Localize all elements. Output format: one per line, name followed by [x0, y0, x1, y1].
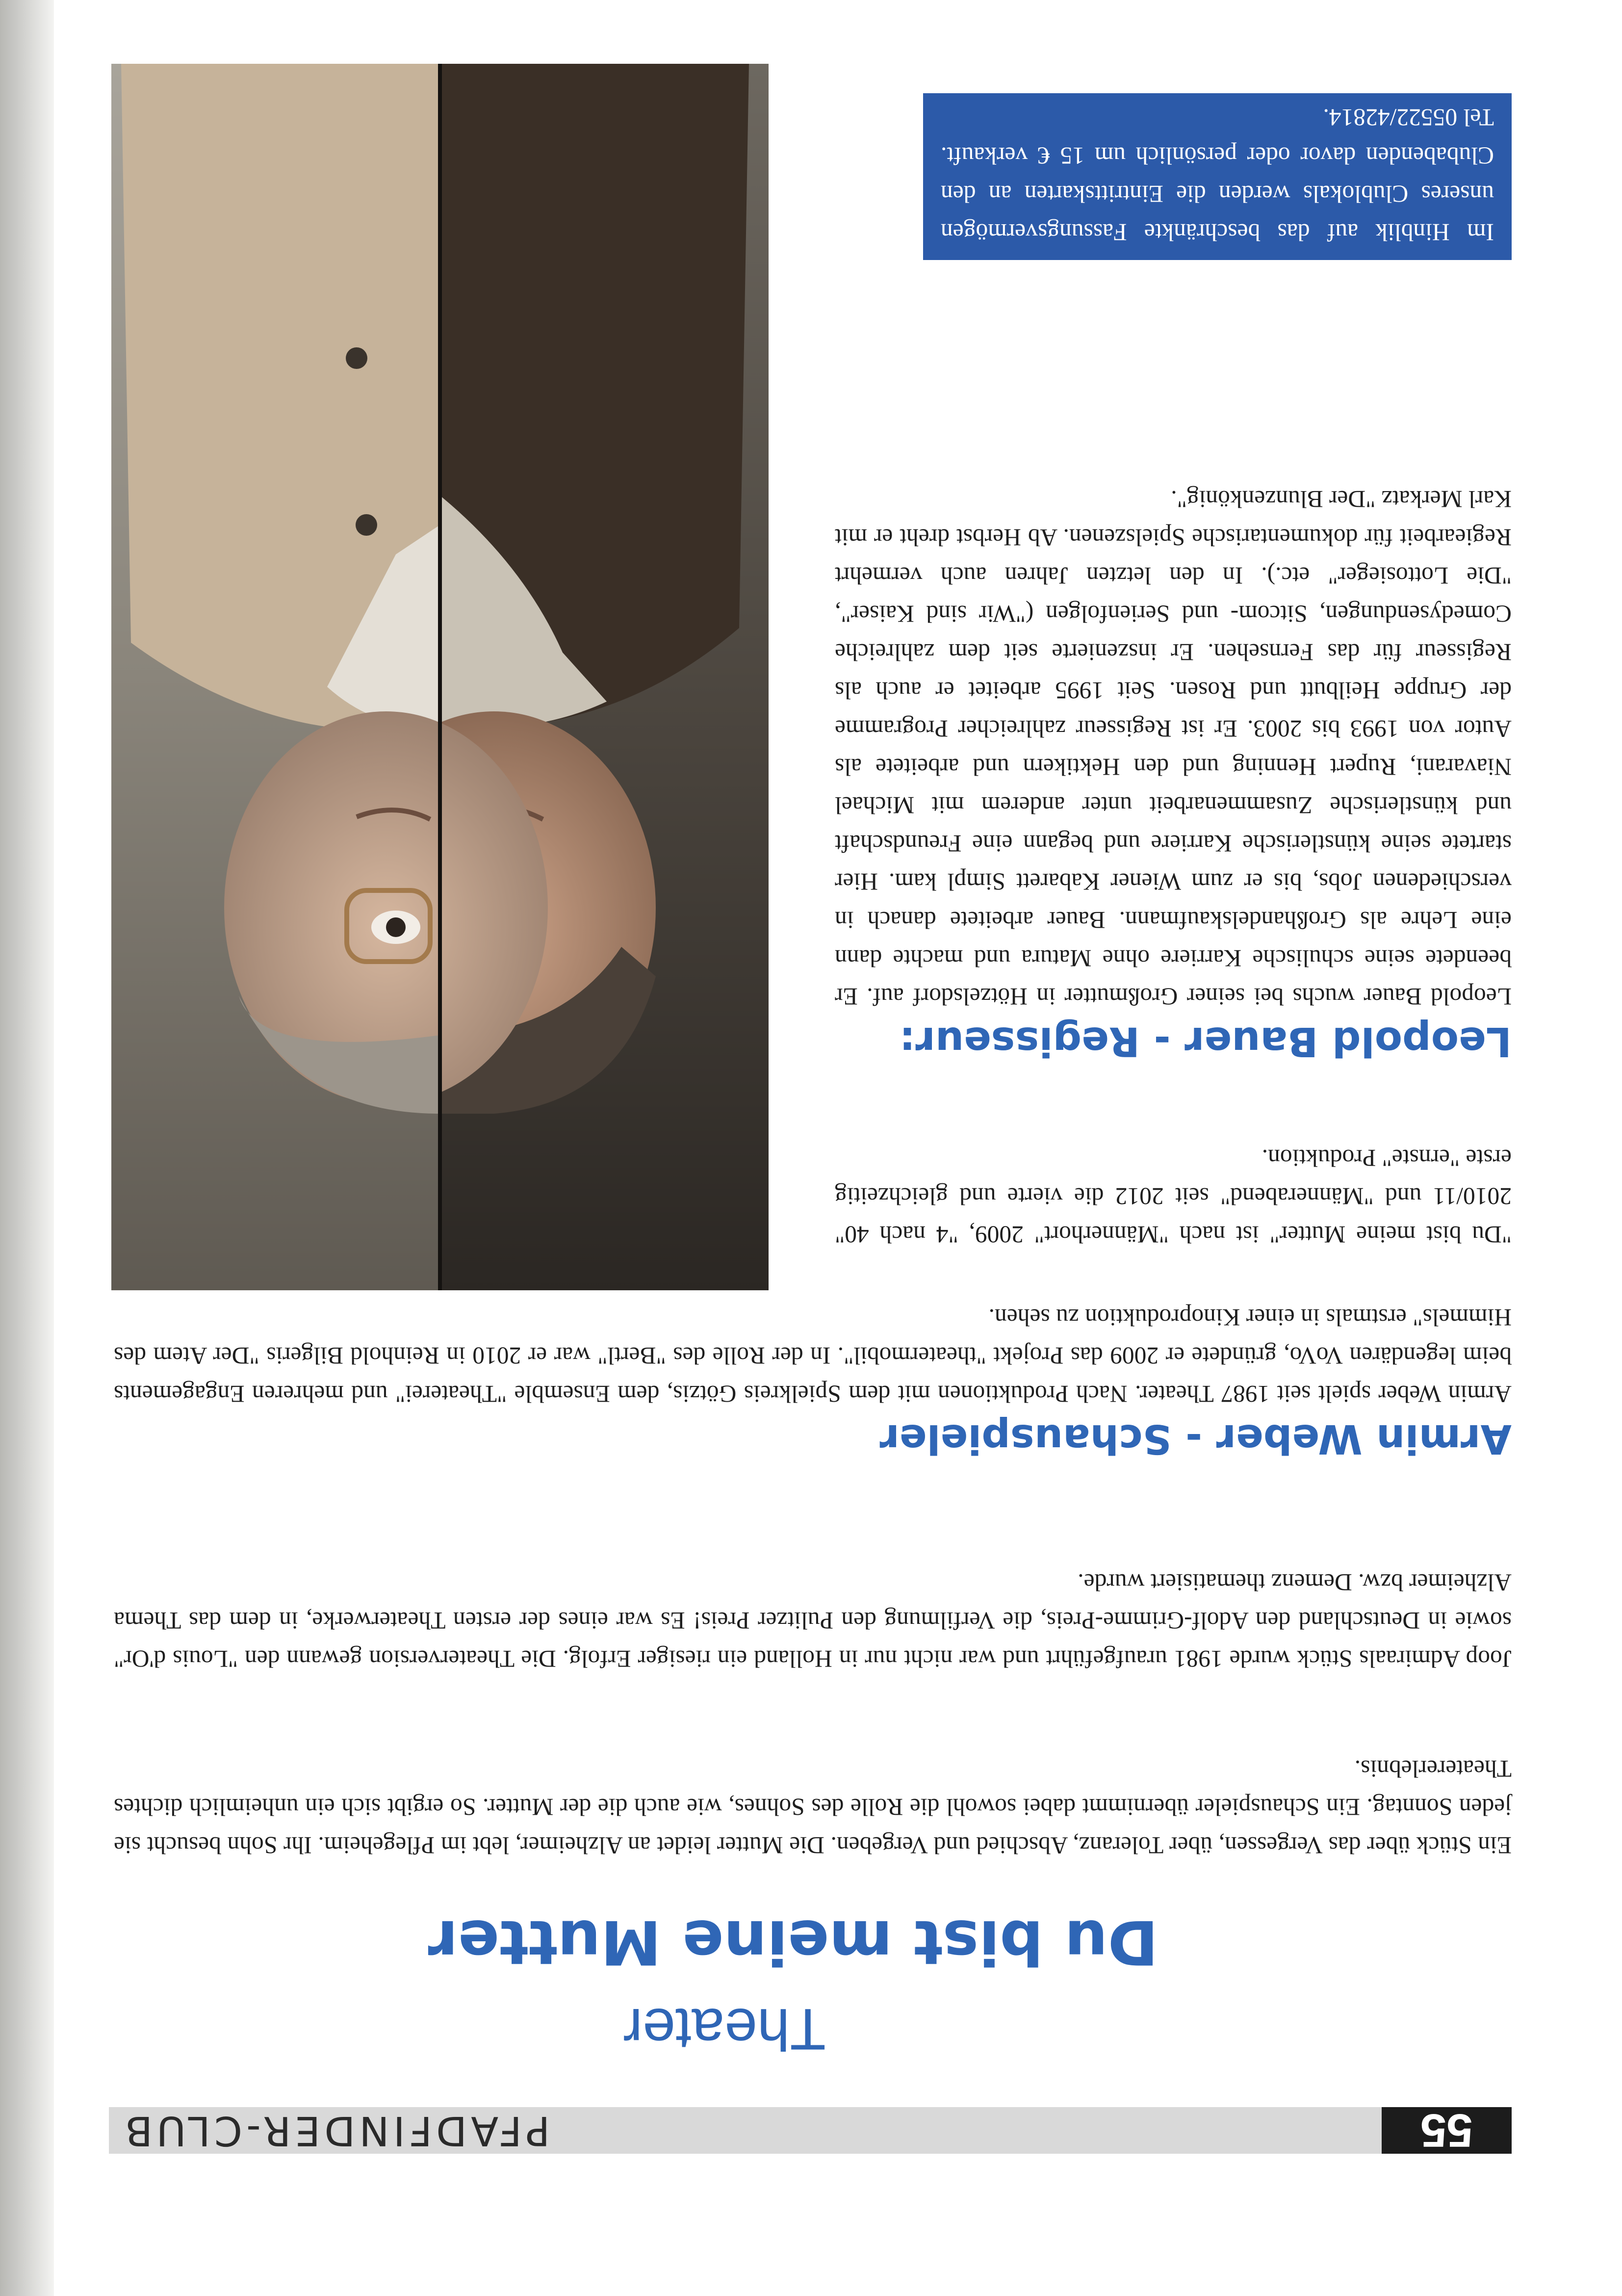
weber-heading: Armin Weber - Schauspieler	[879, 1415, 1512, 1462]
ticket-notice-text: Im Hinblik auf das beschränkte Fassungsvermögen unseres Clublokals werden die Eintrittskarten an den Clubabenden davor oder persönlich um 15 € verkauft. Tel 05522/42814.	[941, 104, 1494, 246]
article-title: Du bist meine Mutter	[428, 1906, 1159, 1977]
split-portrait-photo	[111, 64, 769, 1290]
weber-paragraph-continued: "Du bist meine Mutter" ist nach "Männerhort" 2009, "4 nach 40" 2010/11 und "Männerabend" seit 2012 die vierte und gleichzeitig erste "ernste" Produktion.	[835, 1145, 1512, 1248]
club-name: PFADFINDER-CLUB	[121, 2107, 550, 2154]
ticket-notice-box	[923, 93, 1512, 260]
page-number: 55	[1382, 2107, 1512, 2154]
weber-paragraph: Armin Weber spielt seit 1987 Theater. Nach Produktionen mit dem Spielkreis Götzis, dem Ensemble "Theaterei" und mehreren Engagements beim legendären VoVo, gründete er 2009 das Projekt "theatermobil". In der Rolle des "Bertl" war er 2010 in Reinhold Bilgeris "Der Atem des Himmels" erstmals in einer Kinoproduktion zu sehen.	[114, 1304, 1512, 1408]
page-spine-shadow	[0, 0, 54, 2296]
admiraal-paragraph: Joop Admiraals Stück wurde 1981 uraufgeführt und war nicht nur in Holland ein riesiger Erfolg. Die Theaterversion gewann den "Louis d'Or" sowie in Deutschland den Adolf-Grimme-Preis, die Verfilmung den Pulitzer Preis! Es war eines der ersten Theaterwerke, in dem das Thema Alzheimer bzw. Demenz thematisiert wurde.	[114, 1569, 1512, 1672]
section-label: Theater	[623, 1996, 826, 2062]
bauer-heading: Leopold Bauer - Regisseur:	[899, 1018, 1512, 1065]
intro-paragraph: Ein Stück über das Vergessen, über Toleranz, Abschied und Vergeben. Die Mutter leidet an Alzheimer, lebt im Pflegeheim. Ihr Sohn besucht sie jeden Sonntag. Ein Schauspieler übernimmt dabei sowohl die Rolle des Sohnes, wie auch die der Mutter. So ergibt sich ein unheimlich dichtes Theatererlebnis.	[114, 1755, 1512, 1859]
bauer-paragraph: Leopold Bauer wuchs bei seiner Großmutter in Hötzelsdorf auf. Er beendete seine schulische Karriere ohne Matura und machte dann eine Lehre als Großhandelskaufmann. Bauer arbeitete danach in verschiedenen Jobs, bis er zum Wiener Kabarett Simpl kam. Hier startete seine künstlerische Karriere und begann eine Freundschaft und künstlerische Zusammenarbeit unter anderem mit Michael Niavarani, Rupert Henning und den Hektikern und arbeitete als Autor von 1993 bis 2003. Er ist Regisseur zahlreicher Programme der Gruppe Heilbutt und Rosen. Seit 1995 arbeitet er auch als Regisseur für das Fernsehen. Er inszenierte seit dem zahlreiche Comedysendungen, Sitcom- und Serienfolgen ("Wir sind Kaiser", "Die Lottosieger" etc.). In den letzten Jahren auch vermehrt Regiearbeit für dokumentarische Spielszenen. Ab Herbst dreht er mit Karl Merkatz "Der Blunzenkönig".	[835, 486, 1512, 1010]
